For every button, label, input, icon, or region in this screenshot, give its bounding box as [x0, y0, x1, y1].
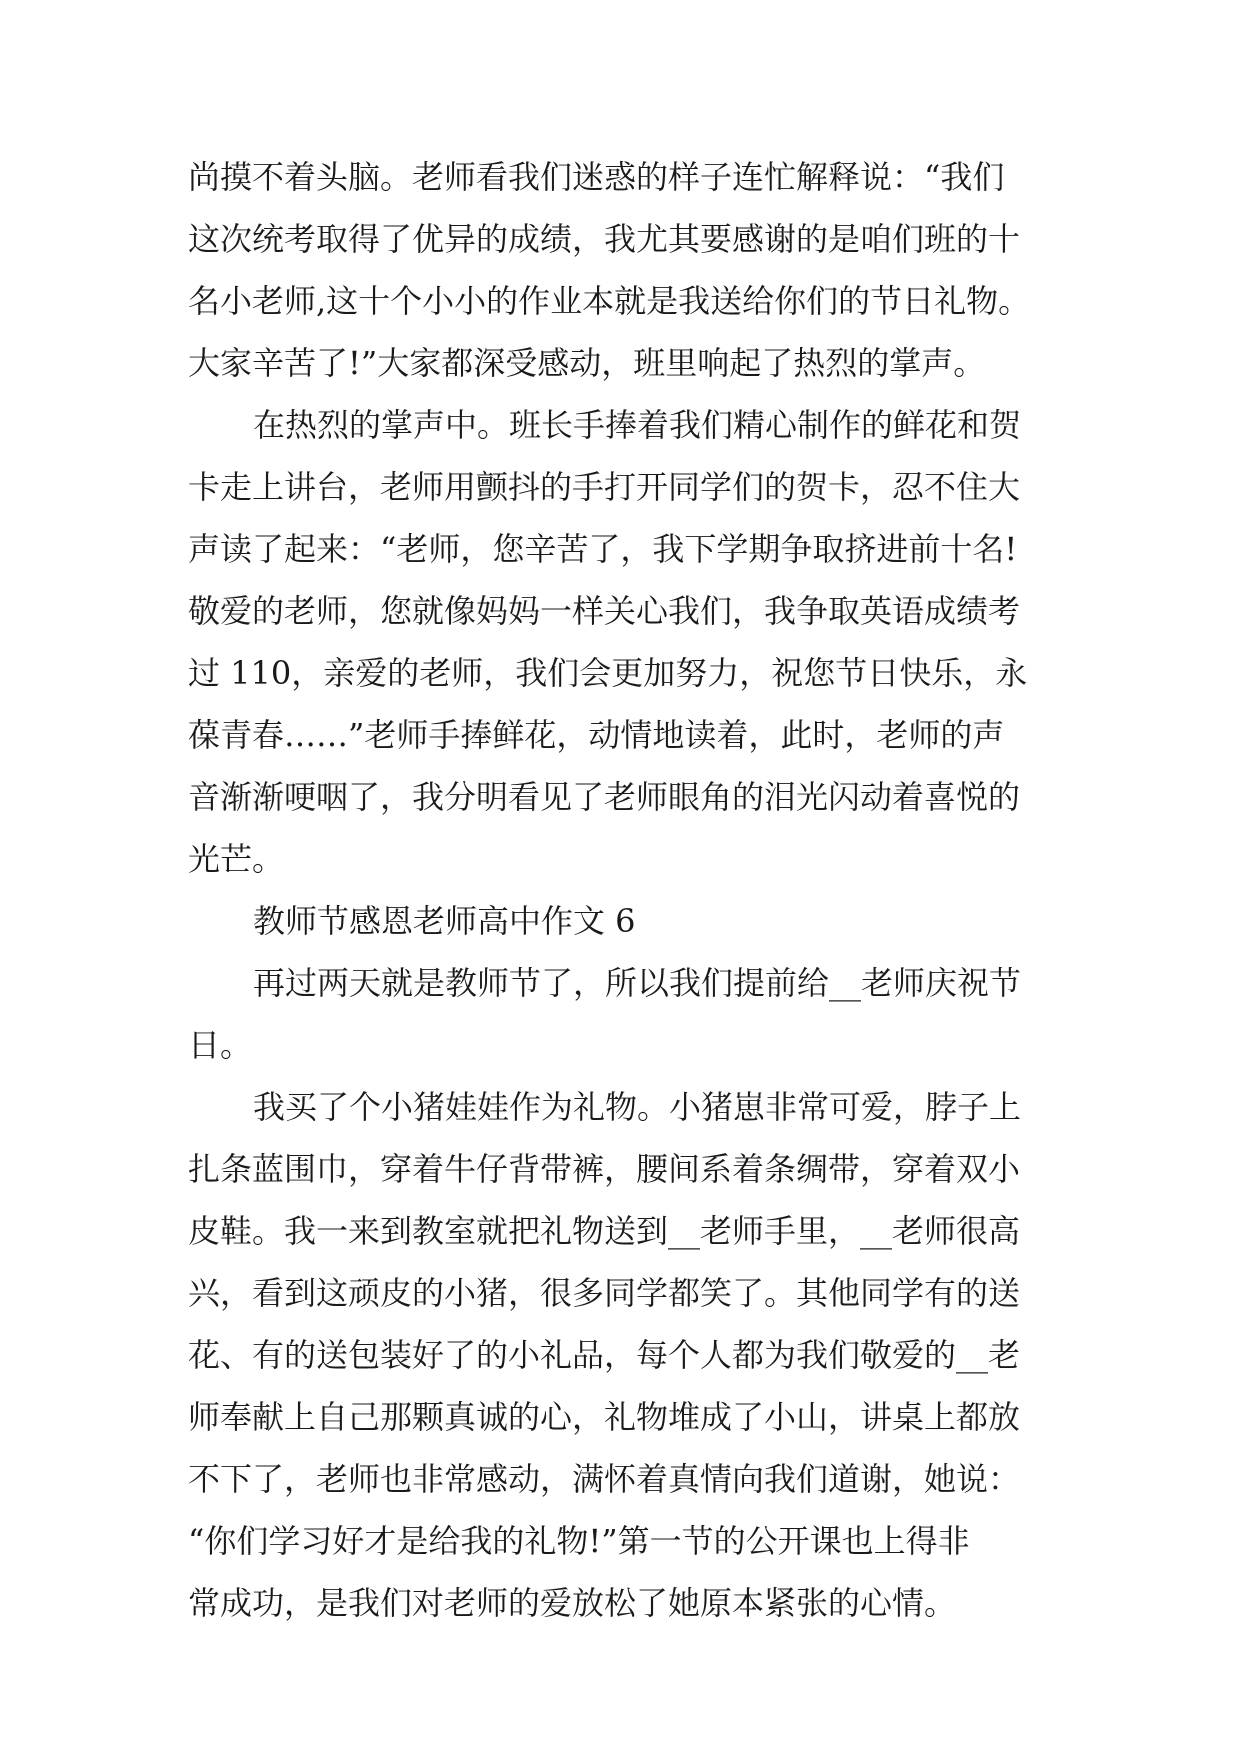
text-line: 光芒。	[188, 840, 285, 878]
text-line: 敬爱的老师，您就像妈妈一样关心我们，我争取英语成绩考	[188, 592, 1021, 630]
text-line: 声读了起来：“老师，您辛苦了，我下学期争取挤进前十名!	[188, 530, 1018, 568]
text-line: 不下了，老师也非常感动，满怀着真情向我们道谢，她说：	[188, 1460, 1021, 1498]
text-line: 音渐渐哽咽了，我分明看见了老师眼角的泪光闪动着喜悦的	[188, 778, 1021, 816]
text-line: 大家辛苦了!”大家都深受感动，班里响起了热烈的掌声。	[188, 344, 986, 382]
text-line: 这次统考取得了优异的成绩，我尤其要感谢的是咱们班的十	[188, 220, 1021, 258]
text-line: 皮鞋。我一来到教室就把礼物送到__老师手里，__老师很高	[188, 1212, 1021, 1250]
text-line: 尚摸不着头脑。老师看我们迷惑的样子连忙解释说：“我们	[188, 158, 1005, 196]
text-line: 兴，看到这顽皮的小猪，很多同学都笑了。其他同学有的送	[188, 1274, 1021, 1312]
text-line: 日。	[188, 1026, 253, 1064]
text-line: 过 110，亲爱的老师，我们会更加努力，祝您节日快乐，永	[188, 654, 1028, 692]
paragraph-first-line: 在热烈的掌声中。班长手捧着我们精心制作的鲜花和贺	[253, 406, 1022, 444]
text-line: 花、有的送包装好了的小礼品，每个人都为我们敬爱的__老	[188, 1336, 1021, 1374]
text-line: 卡走上讲台，老师用颤抖的手打开同学们的贺卡，忍不住大	[188, 468, 1021, 506]
text-line: “你们学习好才是给我的礼物!”第一节的公开课也上得非	[188, 1522, 970, 1560]
text-line: 名小老师,这十个小小的作业本就是我送给你们的节日礼物。	[188, 282, 1031, 320]
text-line: 扎条蓝围巾，穿着牛仔背带裤，腰间系着条绸带，穿着双小	[188, 1150, 1021, 1188]
text-line: 师奉献上自己那颗真诚的心，礼物堆成了小山，讲桌上都放	[188, 1398, 1021, 1436]
paragraph-first-line: 我买了个小猪娃娃作为礼物。小猪崽非常可爱，脖子上	[253, 1088, 1022, 1126]
text-line: 常成功，是我们对老师的爱放松了她原本紧张的心情。	[188, 1584, 957, 1622]
section-heading: 教师节感恩老师高中作文 6	[253, 902, 636, 940]
paragraph-first-line: 再过两天就是教师节了，所以我们提前给__老师庆祝节	[253, 964, 1022, 1002]
text-line: 葆青春……”老师手捧鲜花，动情地读着，此时，老师的声	[188, 716, 1005, 754]
